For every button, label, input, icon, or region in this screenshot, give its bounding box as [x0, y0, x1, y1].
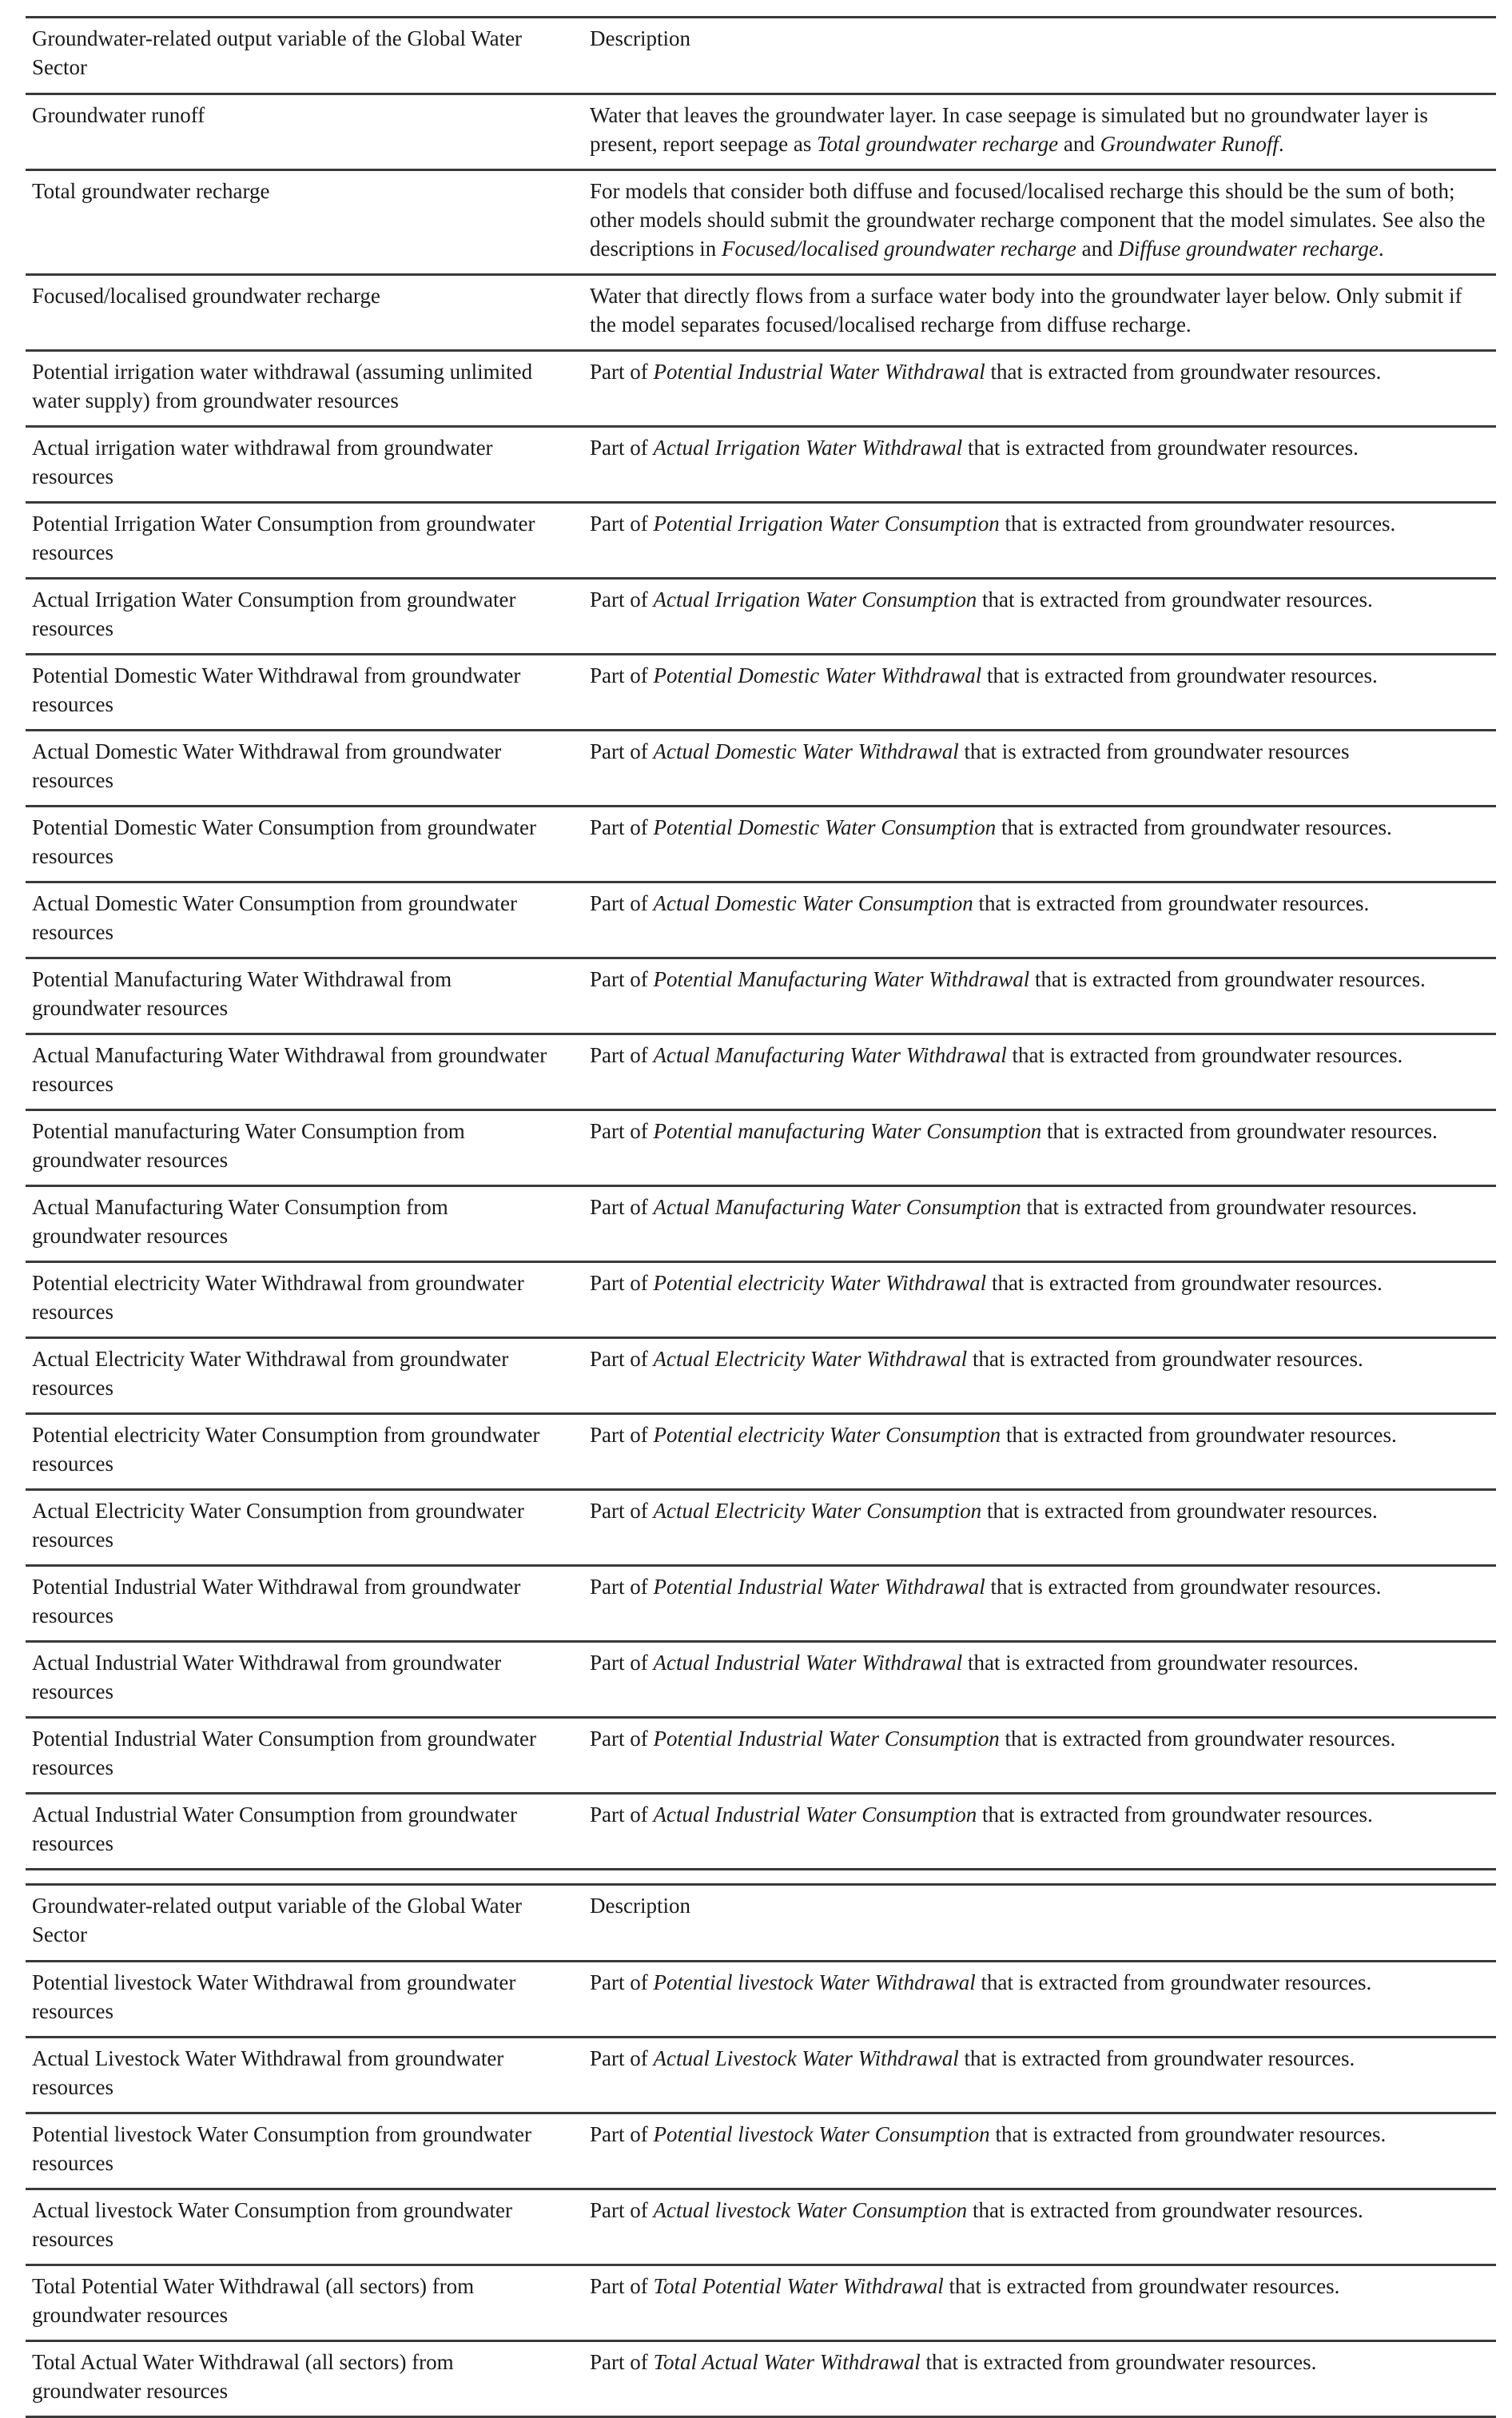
table-row — [26, 1962, 1496, 2038]
variable-name: Potential livestock Water Consumption from groundwater resources — [32, 2122, 531, 2175]
variable-description — [580, 1490, 1496, 1566]
variable-name: Potential manufacturing Water Consumption from groundwater resources — [32, 1119, 465, 1172]
variable-reference: Potential Domestic Water Consumption — [653, 815, 997, 839]
variable-reference: Actual Industrial Water Consumption — [653, 1803, 977, 1826]
description-text: Part of — [590, 1043, 654, 1067]
variable-name: Potential electricity Water Consumption from groundwater resources — [32, 1423, 540, 1476]
description-text: that is extracted from groundwater resources. — [1001, 1423, 1397, 1447]
variable-reference: Potential Industrial Water Withdrawal — [653, 360, 985, 384]
variable-reference: Actual Electricity Water Consumption — [653, 1499, 982, 1523]
variable-description — [580, 2341, 1496, 2417]
description-text: that is extracted from groundwater resources. — [943, 2274, 1340, 2298]
variable-reference: Potential Domestic Water Withdrawal — [653, 663, 982, 687]
table-row — [26, 94, 1496, 170]
description-text: Part of — [590, 2198, 654, 2222]
description-text: Part of — [590, 663, 654, 687]
table-row — [26, 2038, 1496, 2113]
variable-reference: Potential electricity Water Consumption — [653, 1423, 1001, 1447]
description-text: Part of — [590, 2350, 654, 2374]
description-text: Part of — [590, 739, 654, 763]
description-text: Part of — [590, 2046, 654, 2070]
variable-reference: Potential Industrial Water Consumption — [653, 1727, 1000, 1751]
variable-name: Potential irrigation water withdrawal (assuming unlimited water supply) from groundwater resources — [32, 360, 533, 412]
description-text: Part of — [590, 967, 654, 991]
variable-name: Actual Domestic Water Consumption from groundwater resources — [32, 891, 517, 944]
variable-name: Focused/localised groundwater recharge — [32, 284, 380, 308]
variable-description — [580, 94, 1496, 170]
variable-reference: Actual Electricity Water Withdrawal — [653, 1347, 968, 1371]
description-text: Water that leaves the groundwater layer. In case seepage is simulated but no groundwater layer is present, report seepage as — [590, 103, 1428, 156]
variable-name: Groundwater runoff — [32, 103, 205, 127]
description-text: Part of — [590, 1119, 654, 1143]
description-text: Part of — [590, 891, 654, 915]
variable-name: Potential Domestic Water Withdrawal from groundwater resources — [32, 663, 521, 716]
table-row — [26, 1186, 1496, 1262]
variable-description — [580, 1566, 1496, 1642]
variable-reference: Diffuse groundwater recharge — [1118, 237, 1379, 261]
description-text: that is extracted from groundwater resources. — [999, 1727, 1396, 1751]
variables-table-2 — [26, 1883, 1496, 2418]
description-text: that is extracted from groundwater resources. — [967, 1347, 1363, 1371]
description-text: that is extracted from groundwater resources. — [999, 512, 1396, 536]
description-text: that is extracted from groundwater resources. — [1029, 967, 1426, 991]
variable-description — [580, 2113, 1496, 2189]
description-text: that is extracted from groundwater resources. — [996, 815, 1392, 839]
table-row — [26, 427, 1496, 503]
variable-description — [580, 1962, 1496, 2038]
table-row — [26, 1034, 1496, 1110]
variable-name: Actual Electricity Water Withdrawal from groundwater resources — [32, 1347, 509, 1400]
description-text: Part of — [590, 588, 654, 611]
description-text: that is extracted from groundwater resources. — [967, 2198, 1363, 2222]
description-text: that is extracted from groundwater resources. — [962, 1651, 1359, 1675]
header-description: Description — [590, 26, 690, 50]
table-body — [26, 18, 1496, 1870]
description-text: that is extracted from groundwater resources — [958, 739, 1350, 763]
description-text: that is extracted from groundwater resources. — [962, 436, 1359, 460]
variable-name: Actual Domestic Water Withdrawal from groundwater resources — [32, 739, 502, 792]
table-row — [26, 807, 1496, 882]
variable-reference: Actual Domestic Water Withdrawal — [653, 739, 959, 763]
description-text: Part of — [590, 1271, 654, 1295]
table-row — [26, 2113, 1496, 2189]
variable-name: Potential electricity Water Withdrawal from groundwater resources — [32, 1271, 524, 1324]
variable-description — [580, 2038, 1496, 2113]
table-row — [26, 503, 1496, 579]
variable-reference: Total Actual Water Withdrawal — [653, 2350, 921, 2374]
variable-reference: Potential manufacturing Water Consumption — [653, 1119, 1042, 1143]
description-text: Part of — [590, 1347, 654, 1371]
description-text: Part of — [590, 360, 654, 384]
variable-name: Potential Domestic Water Consumption from groundwater resources — [32, 815, 536, 868]
variable-description — [580, 275, 1496, 351]
description-text: that is extracted from groundwater resources. — [1021, 1195, 1418, 1219]
variable-reference: Focused/localised groundwater recharge — [721, 237, 1076, 261]
description-text: Part of — [590, 1727, 654, 1751]
variable-name: Actual irrigation water withdrawal from groundwater resources — [32, 436, 493, 488]
description-text: that is extracted from groundwater resources. — [981, 1499, 1378, 1523]
variable-description — [580, 1034, 1496, 1110]
variable-name: Total Potential Water Withdrawal (all sectors) from groundwater resources — [32, 2274, 475, 2327]
variable-description — [580, 1414, 1496, 1490]
description-text: that is extracted from groundwater resources. — [975, 1970, 1372, 1994]
variable-description — [580, 1338, 1496, 1414]
variable-name: Potential Industrial Water Consumption from groundwater resources — [32, 1727, 536, 1779]
variable-reference: Total Potential Water Withdrawal — [653, 2274, 944, 2298]
description-text: . — [1278, 132, 1284, 156]
variable-name: Actual Manufacturing Water Consumption from groundwater resources — [32, 1195, 448, 1248]
table-row — [26, 882, 1496, 958]
variable-reference: Potential livestock Water Withdrawal — [653, 1970, 976, 1994]
variable-description — [580, 882, 1496, 958]
variable-reference: Potential livestock Water Consumption — [653, 2122, 990, 2146]
description-text: For models that consider both diffuse and focused/localised recharge this should be the sum of both; other models should submit the groundwater recharge component that the model simulates. See also the descriptions in — [590, 179, 1486, 261]
table-row — [26, 958, 1496, 1034]
variable-reference: Actual Irrigation Water Withdrawal — [653, 436, 963, 460]
description-text: Part of — [590, 1195, 654, 1219]
variable-description — [580, 1186, 1496, 1262]
description-text: . — [1378, 237, 1384, 261]
variable-description — [580, 655, 1496, 731]
description-text: that is extracted from groundwater resources. — [989, 2122, 1387, 2146]
description-text: that is extracted from groundwater resources. — [920, 2350, 1317, 2374]
variable-reference: Actual livestock Water Consumption — [653, 2198, 968, 2222]
table-row — [26, 1794, 1496, 1870]
table-header-row — [26, 1885, 1496, 1962]
table-row — [26, 1490, 1496, 1566]
variable-name: Potential Irrigation Water Consumption from groundwater resources — [32, 512, 535, 564]
variable-description — [580, 1642, 1496, 1718]
description-text: Part of — [590, 436, 654, 460]
table-row — [26, 351, 1496, 427]
variable-name: Total Actual Water Withdrawal (all sectors) from groundwater resources — [32, 2350, 454, 2403]
variable-reference: Groundwater Runoff — [1100, 132, 1279, 156]
variable-name: Potential livestock Water Withdrawal from groundwater resources — [32, 1970, 516, 2023]
table-row — [26, 1642, 1496, 1718]
variable-reference: Actual Livestock Water Withdrawal — [653, 2046, 959, 2070]
variable-description — [580, 1262, 1496, 1338]
table-row — [26, 1566, 1496, 1642]
description-text: Part of — [590, 2122, 654, 2146]
table-row — [26, 731, 1496, 807]
variable-description — [580, 2189, 1496, 2265]
description-text: that is extracted from groundwater resources. — [973, 891, 1370, 915]
variable-description — [580, 807, 1496, 882]
description-text: Part of — [590, 1423, 654, 1447]
variable-reference: Actual Domestic Water Consumption — [653, 891, 973, 915]
variable-reference: Potential electricity Water Withdrawal — [653, 1271, 987, 1295]
description-text: that is extracted from groundwater resources. — [986, 1271, 1383, 1295]
variable-reference: Actual Industrial Water Withdrawal — [653, 1651, 963, 1675]
variable-description — [580, 427, 1496, 503]
variable-name: Actual Manufacturing Water Withdrawal from groundwater resources — [32, 1043, 547, 1096]
header-variable: Groundwater-related output variable of the Global Water Sector — [32, 1894, 523, 1946]
variable-reference: Actual Irrigation Water Consumption — [653, 588, 977, 611]
variable-description — [580, 351, 1496, 427]
variable-description — [580, 1718, 1496, 1794]
variable-description — [580, 503, 1496, 579]
variable-reference: Actual Manufacturing Water Withdrawal — [653, 1043, 1007, 1067]
variable-name: Actual Irrigation Water Consumption from groundwater resources — [32, 588, 516, 640]
variables-table-1 — [26, 16, 1496, 1870]
description-text: that is extracted from groundwater resources. — [985, 360, 1382, 384]
description-text: Part of — [590, 1499, 654, 1523]
description-text: and — [1058, 132, 1100, 156]
table-row — [26, 1338, 1496, 1414]
variable-reference: Potential Manufacturing Water Withdrawal — [653, 967, 1030, 991]
variable-name: Actual Electricity Water Consumption from groundwater resources — [32, 1499, 524, 1552]
table-separator — [26, 1870, 1496, 1883]
table-row — [26, 1414, 1496, 1490]
variable-reference: Potential Industrial Water Withdrawal — [653, 1575, 985, 1599]
header-variable: Groundwater-related output variable of the Global Water Sector — [32, 26, 523, 79]
table-header-row — [26, 18, 1496, 94]
description-text: that is extracted from groundwater resources. — [981, 663, 1378, 687]
variable-description — [580, 579, 1496, 655]
variable-name: Actual Industrial Water Consumption from groundwater resources — [32, 1803, 517, 1855]
description-text: that is extracted from groundwater resources. — [977, 1803, 1373, 1826]
table-body — [26, 1885, 1496, 2417]
variable-name: Actual livestock Water Consumption from groundwater resources — [32, 2198, 512, 2251]
description-text: Part of — [590, 512, 654, 536]
variable-description — [580, 958, 1496, 1034]
description-text: Part of — [590, 1803, 654, 1826]
description-text: Part of — [590, 1575, 654, 1599]
variable-description — [580, 731, 1496, 807]
description-text: Water that directly flows from a surface water body into the groundwater layer below. Only submit if the model separates focused/localised recharge from diffuse recharge. — [590, 284, 1462, 337]
table-row — [26, 579, 1496, 655]
variable-description — [580, 1110, 1496, 1186]
table-row — [26, 2265, 1496, 2341]
table-row — [26, 1262, 1496, 1338]
variable-name: Potential Manufacturing Water Withdrawal from groundwater resources — [32, 967, 452, 1020]
variable-name: Actual Industrial Water Withdrawal from groundwater resources — [32, 1651, 502, 1703]
table-row — [26, 1718, 1496, 1794]
description-text: that is extracted from groundwater resources. — [985, 1575, 1382, 1599]
variable-description — [580, 1794, 1496, 1870]
description-text: Part of — [590, 1970, 654, 1994]
variable-reference: Actual Manufacturing Water Consumption — [653, 1195, 1021, 1219]
variable-reference: Total groundwater recharge — [817, 132, 1059, 156]
variable-name: Potential Industrial Water Withdrawal from groundwater resources — [32, 1575, 521, 1627]
variable-description — [580, 2265, 1496, 2341]
table-row — [26, 170, 1496, 275]
variable-description — [580, 170, 1496, 275]
description-text: and — [1076, 237, 1119, 261]
table-row — [26, 1110, 1496, 1186]
description-text: Part of — [590, 2274, 654, 2298]
description-text: that is extracted from groundwater resources. — [1041, 1119, 1438, 1143]
description-text: that is extracted from groundwater resources. — [1006, 1043, 1403, 1067]
variable-reference: Potential Irrigation Water Consumption — [653, 512, 1000, 536]
variable-name: Total groundwater recharge — [32, 179, 270, 203]
description-text: that is extracted from groundwater resources. — [958, 2046, 1355, 2070]
description-text: that is extracted from groundwater resources. — [977, 588, 1373, 611]
header-description: Description — [590, 1894, 690, 1918]
table-row — [26, 275, 1496, 351]
description-text: Part of — [590, 1651, 654, 1675]
table-row — [26, 655, 1496, 731]
variable-name: Actual Livestock Water Withdrawal from groundwater resources — [32, 2046, 504, 2099]
description-text: Part of — [590, 815, 654, 839]
table-row — [26, 2189, 1496, 2265]
table-row — [26, 2341, 1496, 2417]
